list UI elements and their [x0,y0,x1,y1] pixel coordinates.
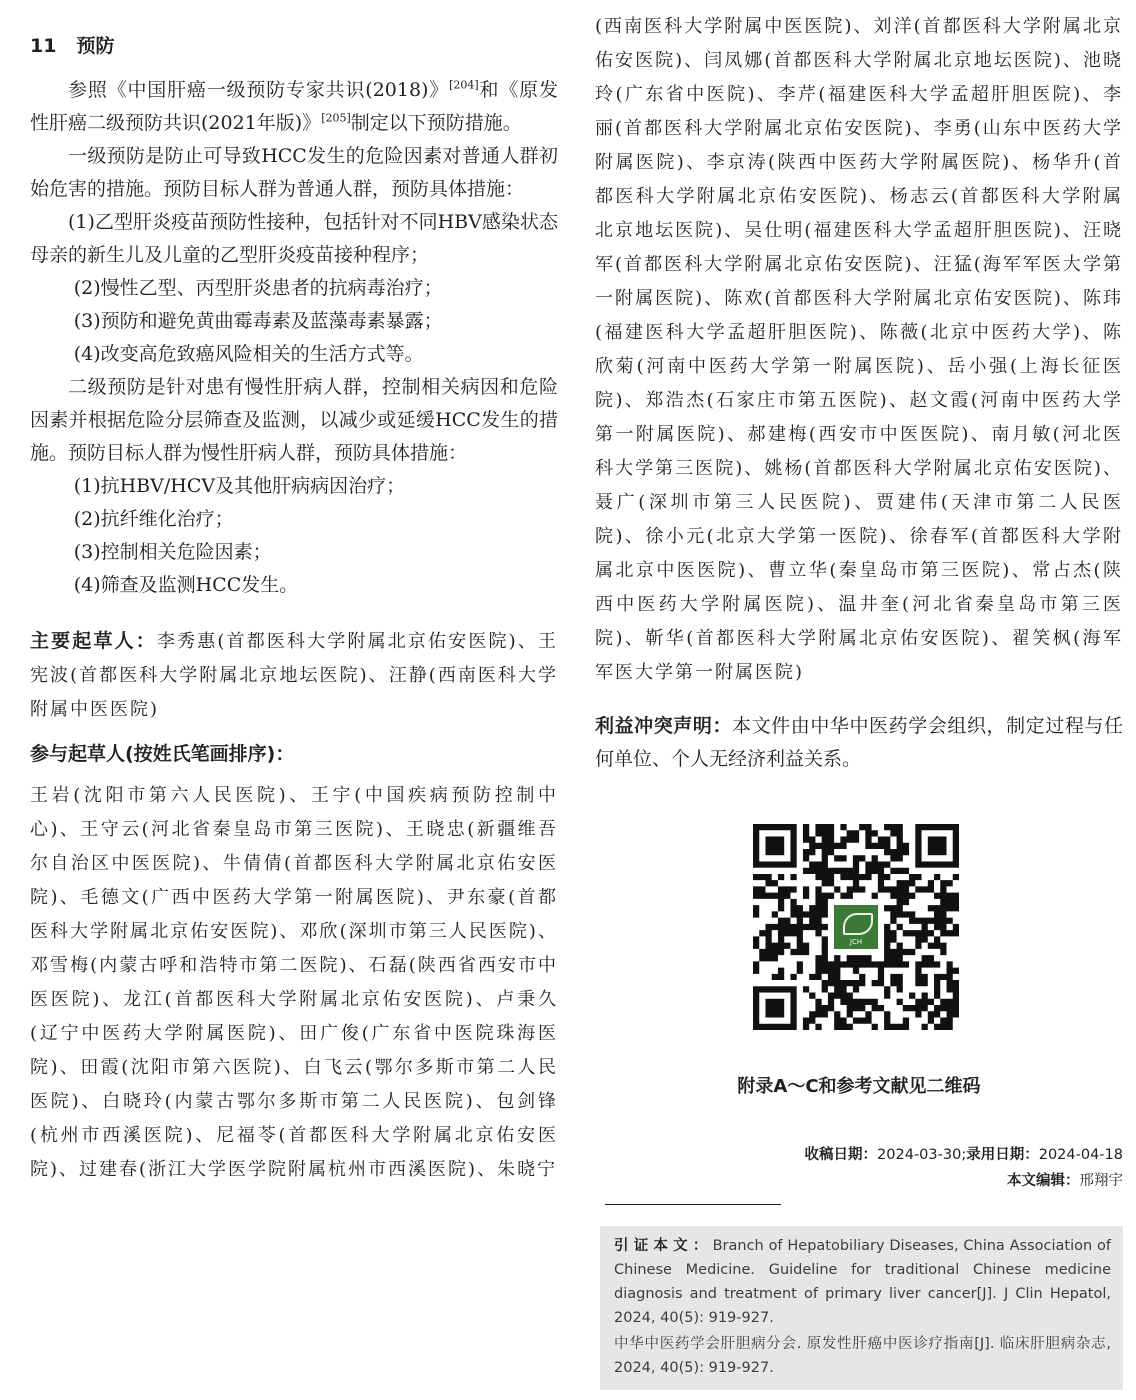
section-title: 预防 [76,35,115,57]
reference-205[interactable]: [205] [321,111,351,125]
primary-item-4: (4)改变高危致癌风险相关的生活方式等。 [73,343,424,365]
main-drafters [30,624,558,727]
secondary-prevention-paragraph: 二级预防是针对患有慢性肝病人群，控制相关病因和危险因素并根据危险分层筛查及监测，以减少或延缓HCC发生的措施。预防目标人群为慢性肝病人群，预防具体措施： [30,376,558,464]
editor-name: 邢翔宇 [1079,1173,1123,1189]
accepted-label: 录用日期： [966,1147,1039,1163]
journal-logo [831,902,881,952]
journal-logo-text: JCH [849,938,863,946]
qr-finder-pattern [918,827,955,864]
citation-english-text: Branch of Hepatobiliary Diseases, China Association of Chinese Medicine. Guideline for traditional Chinese medicine diagnosis and treatment of primary liver cancer[J]. J Clin Hepatol, 2024, 40(5): 919-927. [614,1238,1112,1326]
citation-chinese: 中华中医药学会肝胆病分会. 原发性肝癌中医诊疗指南[J]. 临床肝胆病杂志, 2024, 40(5): 919-927. [614,1336,1111,1376]
conflict-label: 利益冲突声明： [595,715,733,737]
right-column [595,12,1123,1400]
secondary-item-4: (4)筛查及监测HCC发生。 [73,574,299,596]
article-dates [805,1142,1123,1194]
conflict-text: 本文件由中华中医药学会组织，制定过程与任何单位、个人无经济利益关系。 [595,715,1123,770]
qr-code-icon[interactable] [753,824,959,1030]
citation-english [614,1234,1111,1330]
section-number: 11 [30,35,57,57]
received-date: 2024-03-30 [877,1147,962,1163]
secondary-item-1: (1)抗HBV/HCV及其他肝病病因治疗； [73,475,406,497]
participants-list-right: (西南医科大学附属中医医院)、刘洋(首都医科大学附属北京佑安医院)、闫凤娜(首都医科大学附属北京地坛医院)、池晓玲(广东省中医院)、李芹(福建医科大学孟超肝胆医院)、李丽(首都医科大学附属北京佑安医院)、李勇(山东中医药大学附属医院)、李京涛(陕西中医药大学附属医院)、杨华升(首都医科大学附属北京佑安医院)、杨志云(首都医科大学附属北京地坛医院)、吴仕明(福建医科大学孟超肝胆医院)、汪晓军(首都医科大学附属北京佑安医院)、汪猛(海军军医大学第一附属医院)、陈欢(首都医科大学附属北京佑安医院)、陈玮(福建医科大学孟超肝胆医院)、陈薇(北京中医药大学)、陈欣菊(河南中医药大学第一附属医院)、岳小强(上海长征医院)、郑浩杰(石家庄市第五医院)、赵文霞(河南中医药大学第一附属医院)、郝建梅(西安市中医医院)、南月敏(河北医科大学第三医院)、姚杨(首都医科大学附属北京佑安医院)、聂广(深圳市第三人民医院)、贾建伟(天津市第二人民医院)、徐小元(北京大学第一医院)、徐春军(首都医科大学附属北京中医医院)、曹立华(秦皇岛市第三医院)、常占杰(陕西中医药大学附属医院)、温井奎(河北省秦皇岛市第三医院)、靳华(首都医科大学附属北京佑安医院)、翟笑枫(海军军医大学第一附属医院) [595,16,1123,683]
conflict-of-interest [595,710,1123,776]
divider-rule [605,1204,781,1205]
secondary-item-2: (2)抗纤维化治疗； [73,508,234,530]
primary-prevention-paragraph: 一级预防是防止可导致HCC发生的危险因素对普通人群初始危害的措施。预防目标人群为普通人群，预防具体措施： [30,145,558,200]
leaf-icon [843,913,873,935]
primary-item-3: (3)预防和避免黄曲霉毒素及蓝藻毒素暴露； [73,310,443,332]
qr-finder-pattern [756,989,793,1026]
main-drafters-label: 主要起草人： [30,630,157,652]
citation-box [600,1226,1123,1390]
intro-text-c: 制定以下预防措施。 [350,112,522,134]
main-drafters-names: 李秀惠(首都医科大学附属北京佑安医院)、王宪波(首都医科大学附属北京地坛医院)、汪静(西南医科大学附属中医医院) [30,631,558,720]
qr-finder-pattern [756,827,793,864]
section-heading [30,32,558,60]
left-column [30,12,558,1187]
citation-label: 引证本文： [614,1238,713,1254]
participants-label: 参与起草人(按姓氏笔画排序)： [30,743,295,765]
intro-text-a: 参照《中国肝癌一级预防专家共识(2018)》 [68,79,450,101]
editor-line [805,1168,1123,1194]
participants-list-left: 王岩(沈阳市第六人民医院)、王宇(中国疾病预防控制中心)、王守云(河北省秦皇岛市第三医院)、王晓忠(新疆维吾尔自治区中医医院)、牛倩倩(首都医科大学附属北京佑安医院)、毛德文(广西中医药大学第一附属医院)、尹东豪(首都医科大学附属北京佑安医院)、邓欣(深圳市第三人民医院)、邓雪梅(内蒙古呼和浩特市第二医院)、石磊(陕西省西安市中医医院)、龙江(首都医科大学附属北京佑安医院)、卢秉久(辽宁中医药大学附属医院)、田广俊(广东省中医院珠海医院)、田霞(沈阳市第六医院)、白飞云(鄂尔多斯市第二人民医院)、白晓玲(内蒙古鄂尔多斯市第二人民医院)、包剑锋(杭州市西溪医院)、尼福苓(首都医科大学附属北京佑安医院)、过建春(浙江大学医学院附属杭州市西溪医院)、朱晓宁 [30,785,558,1180]
primary-item-1: (1)乙型肝炎疫苗预防性接种，包括针对不同HBV感染状态母亲的新生儿及儿童的乙型肝炎疫苗接种程序； [30,211,558,266]
secondary-item-3: (3)控制相关危险因素； [73,541,272,563]
primary-item-2: (2)慢性乙型、丙型肝炎患者的抗病毒治疗； [73,277,443,299]
editor-label: 本文编辑： [1007,1173,1080,1189]
intro-paragraph [30,74,558,140]
accepted-date: 2024-04-18 [1038,1147,1123,1163]
qr-caption: 附录A～C和参考文献见二维码 [737,1076,981,1097]
reference-204[interactable]: [204] [449,78,479,92]
received-label: 收稿日期： [804,1147,878,1163]
date-line: 收稿日期：2024-03-30;录用日期：2024-04-18 [804,1147,1123,1163]
intro-text-b: 和《原发性肝癌二级预防共识(2021年版)》 [30,79,558,134]
